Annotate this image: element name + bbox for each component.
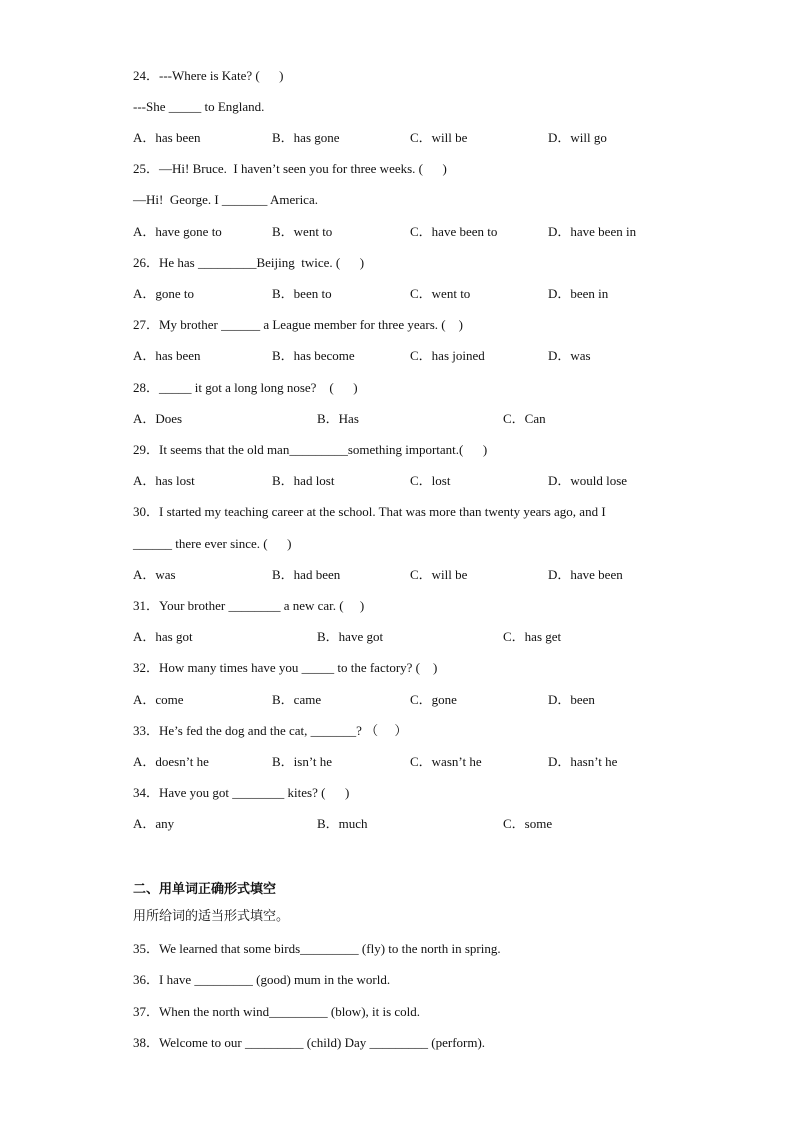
option-a: A．have gone to xyxy=(133,224,222,239)
question-30-stem: 30．I started my teaching career at the school. That was more than twenty years ago, and I xyxy=(133,504,606,519)
question-34-options xyxy=(133,816,733,832)
option-c: C．lost xyxy=(410,473,451,488)
option-a: A．come xyxy=(133,692,184,707)
question-38: 38．Welcome to our _________ (child) Day _________ (perform). xyxy=(133,1035,486,1050)
option-d: D．have been in xyxy=(548,224,637,239)
option-c: C．will be xyxy=(410,567,468,582)
option-c: C．has get xyxy=(503,629,562,644)
option-c: C．gone xyxy=(410,692,457,707)
question-25-stem: 25．—Hi! Bruce. I haven’t seen you for three weeks. ( ) xyxy=(133,161,447,176)
option-b: B．isn’t he xyxy=(272,754,333,769)
option-c: C．has joined xyxy=(410,348,485,363)
option-a: A．Does xyxy=(133,411,183,426)
question-30-line2: ______ there ever since. ( ) xyxy=(133,536,292,551)
option-a: A．has been xyxy=(133,130,201,145)
question-24-options xyxy=(133,130,733,146)
question-27-stem: 27．My brother ______ a League member for three years. ( ) xyxy=(133,317,463,332)
option-a: A．has lost xyxy=(133,473,195,488)
option-b: B．has become xyxy=(272,348,355,363)
question-32-options xyxy=(133,692,733,708)
option-a: A．any xyxy=(133,816,175,831)
option-a: A．doesn’t he xyxy=(133,754,209,769)
option-b: B．went to xyxy=(272,224,333,239)
section-2-heading: 二、用单词正确形式填空 xyxy=(133,882,277,897)
option-c: C．Can xyxy=(503,411,546,426)
option-a: A．has got xyxy=(133,629,193,644)
question-29-options xyxy=(133,473,733,489)
question-28-stem: 28．_____ it got a long long nose? ( ) xyxy=(133,380,358,395)
option-a: A．has been xyxy=(133,348,201,363)
question-33-stem: 33．He’s fed the dog and the cat, _______? （ ） xyxy=(133,723,408,738)
option-b: B．had lost xyxy=(272,473,335,488)
section-2-instruction: 用所给词的适当形式填空。 xyxy=(133,909,290,924)
option-c: C．some xyxy=(503,816,553,831)
option-b: B．much xyxy=(317,816,368,831)
option-a: A．gone to xyxy=(133,286,195,301)
option-d: D．have been xyxy=(548,567,623,582)
option-a: A．was xyxy=(133,567,176,582)
option-c: C．have been to xyxy=(410,224,498,239)
option-b: B．Has xyxy=(317,411,359,426)
option-d: D．been in xyxy=(548,286,609,301)
option-c: C．went to xyxy=(410,286,471,301)
question-34-stem: 34．Have you got ________ kites? ( ) xyxy=(133,785,350,800)
question-25-options xyxy=(133,224,733,240)
question-32-stem: 32．How many times have you _____ to the factory? ( ) xyxy=(133,660,438,675)
option-b: B．been to xyxy=(272,286,332,301)
option-b: B．had been xyxy=(272,567,341,582)
question-26-options xyxy=(133,286,733,302)
option-d: D．hasn’t he xyxy=(548,754,618,769)
option-d: D．would lose xyxy=(548,473,628,488)
question-30-options xyxy=(133,567,733,583)
question-36: 36．I have _________ (good) mum in the world. xyxy=(133,972,391,987)
question-26-stem: 26．He has _________Beijing twice. ( ) xyxy=(133,255,365,270)
option-d: D．was xyxy=(548,348,591,363)
option-b: B．came xyxy=(272,692,322,707)
option-b: B．has gone xyxy=(272,130,340,145)
option-c: C．will be xyxy=(410,130,468,145)
option-d: D．been xyxy=(548,692,595,707)
question-31-options xyxy=(133,629,733,645)
option-b: B．have got xyxy=(317,629,384,644)
question-24-line2: ---She _____ to England. xyxy=(133,99,265,114)
question-29-stem: 29．It seems that the old man_________something important.( ) xyxy=(133,442,488,457)
question-27-options xyxy=(133,348,733,364)
question-37: 37．When the north wind_________ (blow), it is cold. xyxy=(133,1004,421,1019)
question-31-stem: 31．Your brother ________ a new car. ( ) xyxy=(133,598,365,613)
question-24-stem: 24．---Where is Kate? ( ) xyxy=(133,68,284,83)
option-c: C．wasn’t he xyxy=(410,754,482,769)
option-d: D．will go xyxy=(548,130,607,145)
question-25-line2: —Hi! George. I _______ America. xyxy=(133,192,318,207)
question-35: 35．We learned that some birds_________ (fly) to the north in spring. xyxy=(133,941,501,956)
question-28-options xyxy=(133,411,733,427)
question-33-options xyxy=(133,754,733,770)
